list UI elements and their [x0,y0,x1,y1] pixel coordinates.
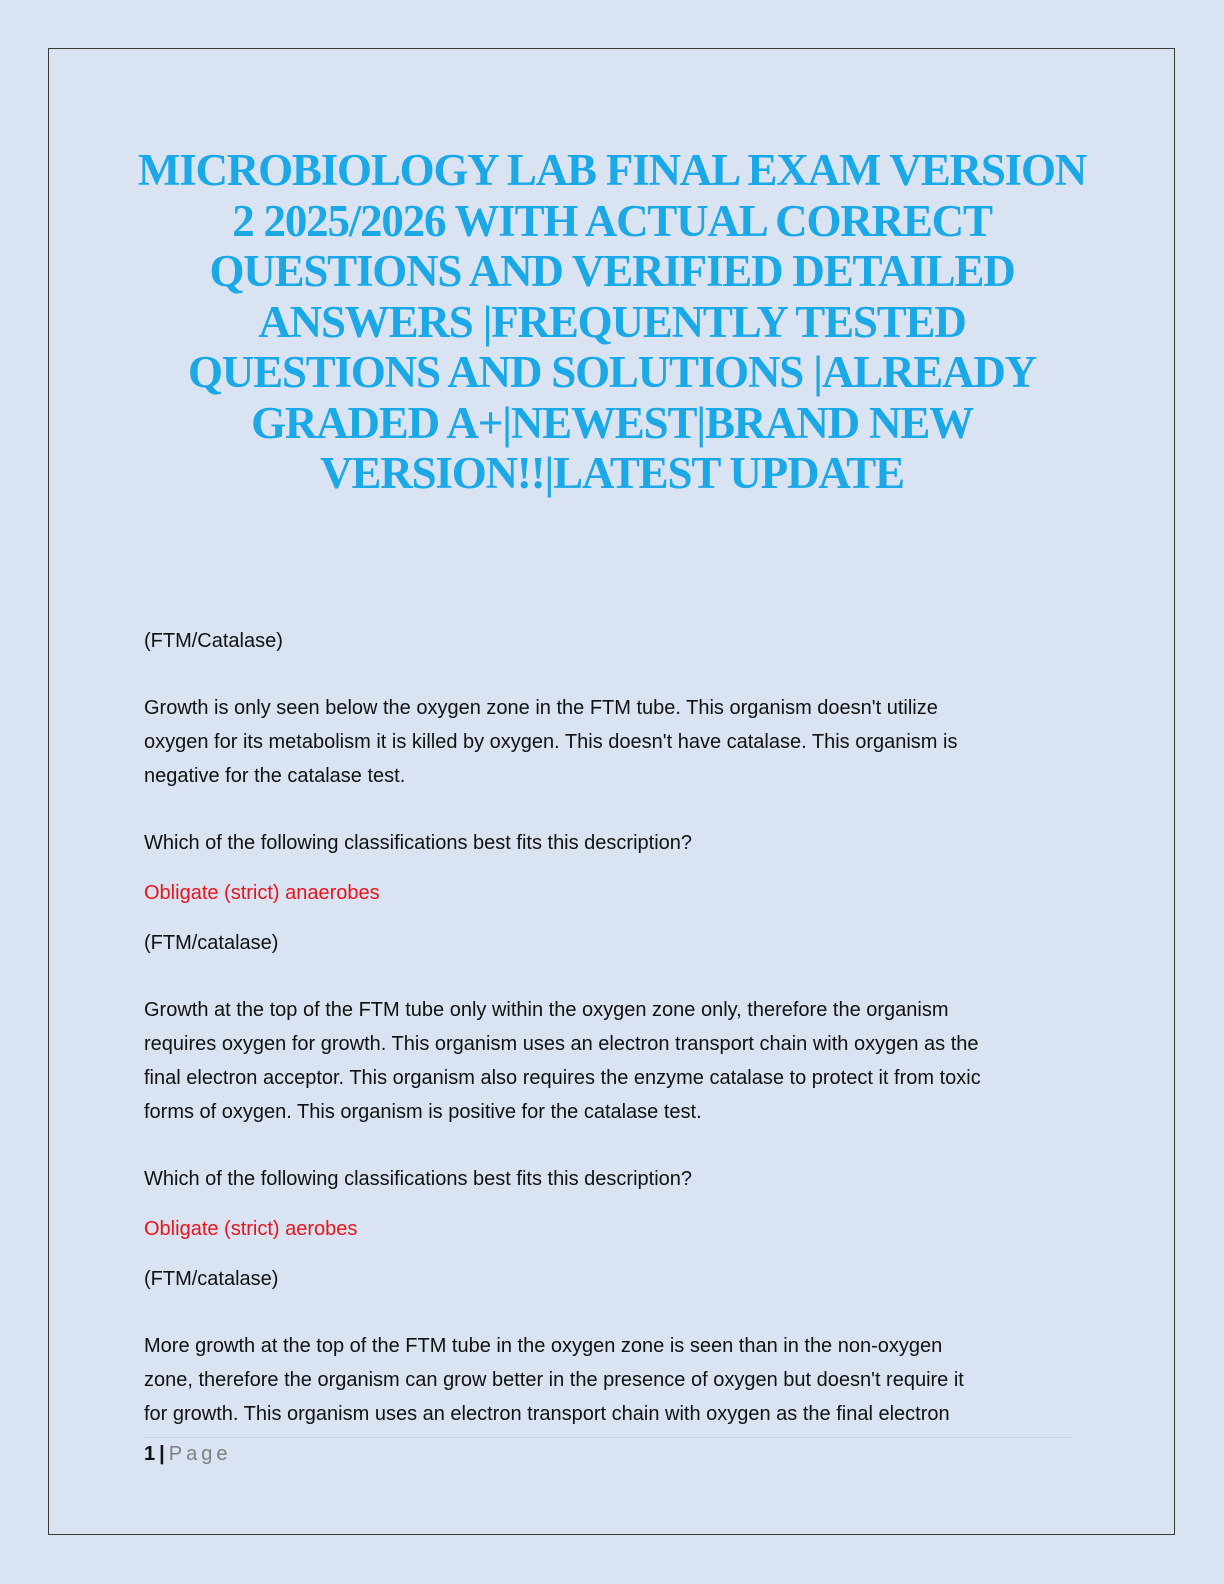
question-1-tag: (FTM/Catalase) [144,630,283,652]
page-number: 1 [144,1443,156,1465]
document-title: MICROBIOLOGY LAB FINAL EXAM VERSION 2 2025/2026 WITH ACTUAL CORRECT QUESTIONS AND VERIFIED DETAILED ANSWERS |FREQUENTLY TESTED QUESTIONS AND SOLUTIONS |ALREADY GRADED A+|NEWEST|BRAND NEW VERSION!!|LATEST UPDATE [137,145,1087,498]
question-2-answer: Obligate (strict) aerobes [144,1218,358,1240]
question-1-description: Growth is only seen below the oxygen zone in the FTM tube. This organism doesn't utilize oxygen for its metabolism it is killed by oxygen. This doesn't have catalase. This organism is negative for the catalase test. [144,697,958,787]
question-3-description: More growth at the top of the FTM tube in the oxygen zone is seen than in the non-oxygen zone, therefore the organism can grow better in the presence of oxygen but doesn't require it for growth. This organism uses an electron transport chain with oxygen as the final electron [144,1335,964,1425]
question-2-description: Growth at the top of the FTM tube only within the oxygen zone only, therefore the organism requires oxygen for growth. This organism uses an electron transport chain with oxygen as the final electron acceptor. This organism also requires the enzyme catalase to protect it from toxic forms of oxygen. This organism is positive for the catalase test. [144,999,981,1123]
page-label: Page [168,1443,232,1465]
document-body [144,624,1084,1464]
question-1-prompt: Which of the following classifications best fits this description? [144,832,693,854]
page-footer [144,1440,231,1468]
question-1-answer: Obligate (strict) anaerobes [144,882,380,904]
question-2-tag: (FTM/catalase) [144,932,279,954]
question-3-tag: (FTM/catalase) [144,1268,279,1290]
question-2-prompt: Which of the following classifications best fits this description? [144,1168,693,1190]
footer-separator: | [159,1443,165,1465]
footer-divider [144,1437,1072,1438]
